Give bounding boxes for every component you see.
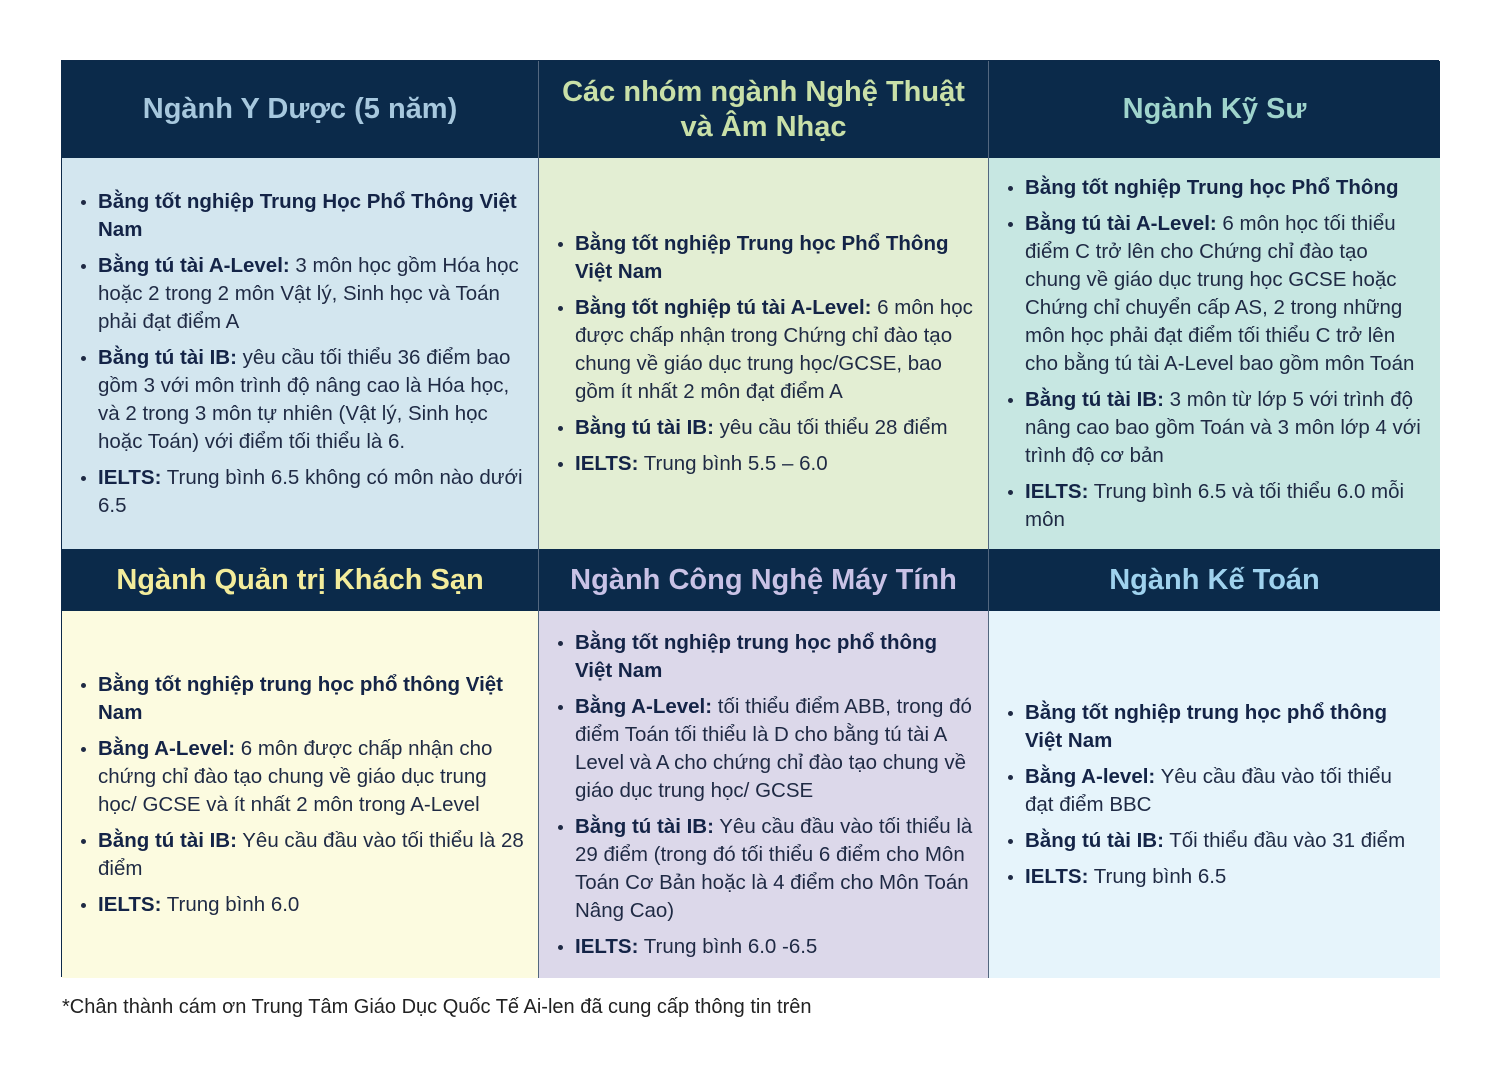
list-item	[1025, 827, 1426, 855]
cell-engineering	[989, 158, 1440, 549]
requirement-label: Bằng A-Level:	[98, 736, 236, 760]
requirement-label: Bằng tốt nghiệp Trung học Phổ Thông	[1025, 175, 1399, 199]
requirement-label: Bằng tú tài IB:	[575, 415, 714, 439]
list-item	[98, 188, 524, 244]
requirement-text: Yêu cầu đầu vào tối thiểu đạt điểm BBC	[1025, 764, 1392, 816]
header-arts-music	[539, 61, 989, 158]
list-item	[1025, 763, 1426, 819]
list-item	[575, 813, 974, 925]
requirement-label: Bằng tú tài IB:	[98, 345, 237, 369]
cell-medicine	[62, 158, 539, 549]
requirement-text: yêu cầu tối thiểu 28 điểm	[713, 415, 948, 439]
requirements-list	[78, 663, 524, 927]
header-title: Ngành Quản trị Khách Sạn	[116, 563, 484, 596]
requirement-label: IELTS:	[1025, 479, 1089, 503]
list-item	[575, 693, 974, 805]
requirement-text: yêu cầu tối thiểu 36 điểm bao gồm 3 với môn trình độ nâng cao là Hóa học, và 2 trong 3 môn tự nhiên (Vật lý, Sinh học hoặc Toán) với điểm tối thiểu là 6.	[98, 345, 511, 453]
requirements-list	[78, 180, 524, 528]
list-item	[98, 891, 524, 919]
requirements-list	[555, 222, 974, 486]
requirement-text: Trung bình 6.5 và tối thiểu 6.0 mỗi môn	[1025, 479, 1405, 531]
requirement-label: IELTS:	[98, 892, 162, 916]
list-item	[1025, 210, 1426, 378]
requirement-text: Tối thiểu đầu vào 31 điểm	[1163, 828, 1406, 852]
requirement-label: IELTS:	[575, 451, 639, 475]
requirement-text: Yêu cầu đầu vào tối thiểu là 29 điểm (trong đó tối thiểu 6 điểm cho Môn Toán Cơ Bản hoặc là 4 điểm cho Môn Toán Nâng Cao)	[575, 814, 973, 922]
list-item	[98, 671, 524, 727]
header-accounting	[989, 549, 1440, 611]
list-item	[575, 933, 974, 961]
list-item	[98, 464, 524, 520]
list-item	[575, 450, 974, 478]
requirement-label: Bằng tốt nghiệp tú tài A-Level:	[575, 295, 872, 319]
header-title: Ngành Y Dược (5 năm)	[142, 93, 458, 125]
requirement-text: 3 môn từ lớp 5 với trình độ nâng cao bao gồm Toán và 3 môn lớp 4 với trình độ cơ bản	[1025, 387, 1421, 467]
list-item	[98, 344, 524, 456]
requirements-table	[61, 60, 1439, 977]
requirement-label: Bằng tốt nghiệp Trung học Phổ Thông Việt Nam	[575, 231, 949, 283]
list-item	[1025, 386, 1426, 470]
requirement-label: Bằng A-Level:	[575, 694, 713, 718]
requirement-text: Trung bình 6.5 không có môn nào dưới 6.5	[98, 465, 523, 517]
requirement-text: Trung bình 6.0	[161, 892, 300, 916]
requirement-label: Bằng tốt nghiệp trung học phổ thông Việt Nam	[575, 630, 938, 682]
requirement-label: Bằng tú tài IB:	[98, 828, 237, 852]
requirements-list	[1005, 166, 1426, 542]
requirement-text: Trung bình 5.5 – 6.0	[638, 451, 828, 475]
header-computer-tech	[539, 549, 989, 611]
header-title: Ngành Kỹ Sư	[1122, 93, 1307, 125]
header-engineering	[989, 61, 1440, 158]
requirement-text: 6 môn được chấp nhận cho chứng chỉ đào tạo chung về giáo dục trung học/ GCSE và ít nhất 2 môn trong A-Level	[98, 736, 493, 816]
list-item	[1025, 863, 1426, 891]
requirements-list	[555, 621, 974, 969]
requirements-list	[1005, 691, 1426, 899]
list-item	[98, 252, 524, 336]
header-title: Các nhóm ngành Nghệ Thuật và Âm Nhạc	[562, 75, 965, 143]
cell-computer-tech	[539, 611, 989, 978]
requirement-label: Bằng tú tài IB:	[1025, 387, 1164, 411]
list-item	[1025, 478, 1426, 534]
list-item	[575, 414, 974, 442]
list-item	[1025, 174, 1426, 202]
requirement-label: Bằng tốt nghiệp trung học phổ thông Việt Nam	[98, 672, 504, 724]
requirement-label: Bằng tú tài IB:	[1025, 828, 1164, 852]
requirement-label: Bằng tú tài A-Level:	[98, 253, 290, 277]
requirement-label: Bằng tốt nghiệp trung học phổ thông Việt Nam	[1025, 700, 1388, 752]
requirement-label: IELTS:	[575, 934, 639, 958]
requirement-text: tối thiểu điểm ABB, trong đó điểm Toán tối thiểu là D cho bằng tú tài A Level và A cho chứng chỉ đào tạo chung về giáo dục trung học/ GCSE	[575, 694, 972, 802]
header-hospitality	[62, 549, 539, 611]
cell-accounting	[989, 611, 1440, 978]
header-title: Ngành Kế Toán	[1109, 563, 1320, 596]
header-medicine	[62, 61, 539, 158]
requirement-text: Trung bình 6.0 -6.5	[638, 934, 818, 958]
header-title: Ngành Công Nghệ Máy Tính	[570, 563, 957, 596]
requirement-label: IELTS:	[98, 465, 162, 489]
requirement-text: 6 môn học được chấp nhận trong Chứng chỉ đào tạo chung về giáo dục trung học/GCSE, bao gồm ít nhất 2 môn đạt điểm A	[575, 295, 973, 403]
list-item	[575, 294, 974, 406]
list-item	[575, 629, 974, 685]
requirement-label: Bằng tú tài IB:	[575, 814, 714, 838]
requirement-label: Bằng A-level:	[1025, 764, 1156, 788]
list-item	[98, 735, 524, 819]
requirement-label: Bằng tú tài A-Level:	[1025, 211, 1217, 235]
requirement-text: Yêu cầu đầu vào tối thiểu là 28 điểm	[98, 828, 524, 880]
cell-hospitality	[62, 611, 539, 978]
list-item	[575, 230, 974, 286]
requirement-text: Trung bình 6.5	[1088, 864, 1227, 888]
footnote: *Chân thành cám ơn Trung Tâm Giáo Dục Quốc Tế Ai-len đã cung cấp thông tin trên	[62, 996, 812, 1018]
requirement-label: Bằng tốt nghiệp Trung Học Phổ Thông Việt Nam	[98, 189, 517, 241]
cell-arts-music	[539, 158, 989, 549]
requirement-label: IELTS:	[1025, 864, 1089, 888]
list-item	[98, 827, 524, 883]
requirement-text: 3 môn học gồm Hóa học hoặc 2 trong 2 môn Vật lý, Sinh học và Toán phải đạt điểm A	[98, 253, 519, 333]
requirement-text: 6 môn học tối thiểu điểm C trở lên cho Chứng chỉ đào tạo chung về giáo dục trung học GCSE hoặc Chứng chỉ chuyển cấp AS, 2 trong những môn học phải đạt điểm tối thiểu C trở lên cho bằng tú tài A-Level bao gồm môn Toán	[1025, 211, 1415, 375]
list-item	[1025, 699, 1426, 755]
